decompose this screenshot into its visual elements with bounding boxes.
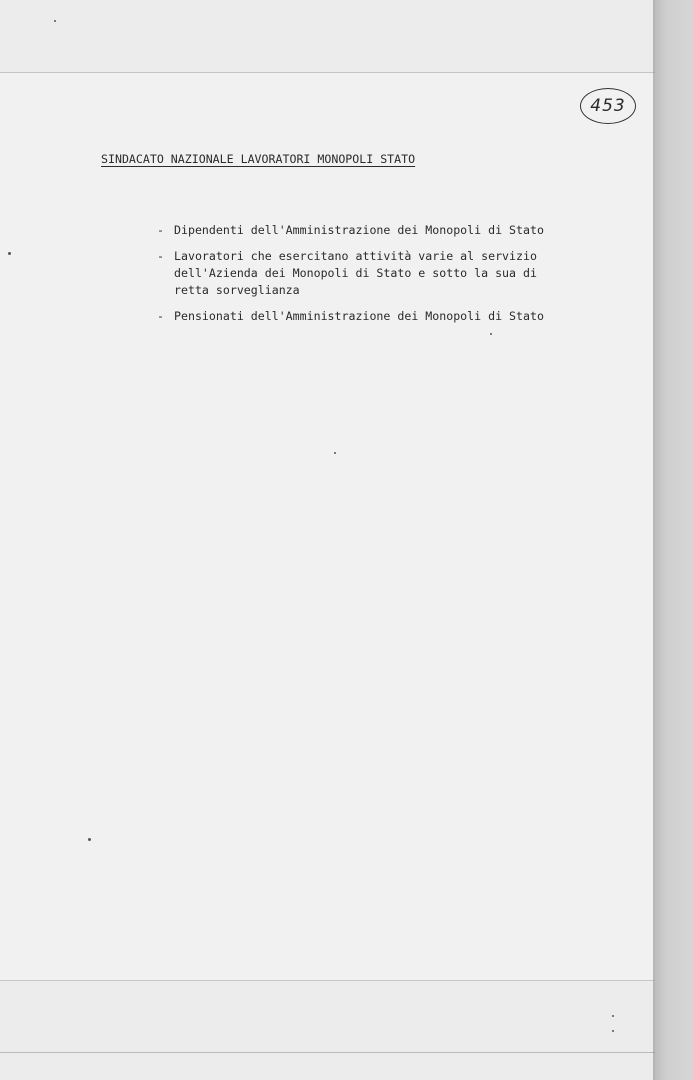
- list-item-line: Lavoratori che esercitano attività varie al servizio: [174, 249, 537, 263]
- scan-speck: [612, 1030, 614, 1032]
- scan-speck: [8, 252, 11, 255]
- bottom-fold-line: [0, 980, 655, 981]
- top-fold-line: [0, 72, 655, 73]
- list-bullet: -: [157, 223, 164, 237]
- list-item-line: retta sorveglianza: [174, 283, 300, 297]
- bottom-edge-line: [0, 1052, 655, 1053]
- scan-speck: [334, 452, 336, 454]
- list-item: [157, 248, 617, 299]
- list-item-line: Dipendenti dell'Amministrazione dei Monopoli di Stato: [174, 223, 544, 237]
- top-fold-strip: [0, 0, 655, 72]
- page-number-stamp: 453: [580, 88, 636, 124]
- list-item-line: dell'Azienda dei Monopoli di Stato e sotto la sua di: [174, 266, 537, 280]
- scan-speck: [88, 838, 91, 841]
- list-item: [157, 308, 617, 325]
- scan-speck: [54, 20, 56, 22]
- scan-speck: [490, 333, 492, 335]
- membership-list: [157, 222, 617, 334]
- list-bullet: -: [157, 309, 164, 323]
- bottom-fold-strip: [0, 980, 655, 1080]
- document-title: SINDACATO NAZIONALE LAVORATORI MONOPOLI STATO: [101, 152, 416, 166]
- scan-speck: [612, 1015, 614, 1017]
- list-item-line: Pensionati dell'Amministrazione dei Monopoli di Stato: [174, 309, 544, 323]
- list-item: [157, 222, 617, 239]
- list-bullet: -: [157, 249, 164, 263]
- page-edge-line: [653, 0, 655, 1080]
- page-edge-shadow: [655, 0, 693, 1080]
